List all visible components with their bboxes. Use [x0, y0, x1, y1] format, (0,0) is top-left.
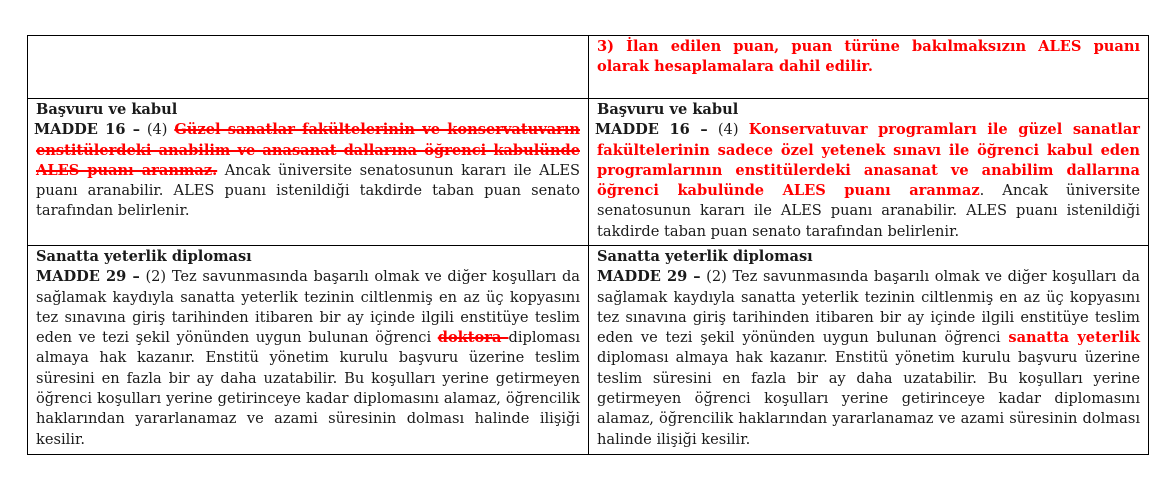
article-label: MADDE 29 – [36, 268, 140, 286]
body-text: Ancak üniversite senatosunun kararı ile ALES puanı aranabilir. ALES puanı istenildiği takdirde taban puan senato tarafından belirlenir. [36, 161, 580, 220]
section-heading: Başvuru ve kabul [36, 101, 178, 118]
cell-new-madde-29 [589, 246, 1149, 455]
section-heading: Başvuru ve kabul [597, 101, 739, 118]
clause-number: (4) [146, 121, 168, 139]
body-text: Tez savunmasında başarılı olmak ve diğer koşulları da sağlamak kaydıyla sanatta yeterlik tezinin ciltlenmiş en az üç kopyasını tez sınavına giriş tarihinden itibaren bir ay içinde ilgili enstitüye teslim eden ve tezi şekil yönünden uygun bulunan öğrenci [597, 268, 1140, 347]
added-text: Konservatuvar programları ile güzel sanatlar fakültelerinin sadece özel yetenek sınavı ile öğrenci kabul eden programlarının enstitülerdeki anasanat ve anabilim dallarına öğrenci kabulünde ALES puanı aranmaz [597, 121, 1140, 200]
article-label: MADDE 29 – [597, 268, 701, 286]
added-text: sanatta yeterlik [1008, 329, 1141, 347]
comparison-table [27, 35, 1149, 455]
section-heading: Sanatta yeterlik diploması [597, 248, 813, 265]
cell-new-note [589, 36, 1149, 99]
table-row [28, 99, 1149, 246]
cell-old-madde-16 [28, 99, 589, 246]
deleted-text: Güzel sanatlar fakültelerinin ve konservatuvarın enstitülerdeki anabilim ve anasanat dallarına öğrenci kabulünde ALES puanı aranmaz. [36, 121, 581, 179]
article-label: MADDE 16 – [595, 121, 708, 139]
section-heading: Sanatta yeterlik diploması [36, 248, 252, 265]
cell-old-madde-29 [28, 246, 589, 455]
added-note: 3) İlan edilen puan, puan türüne bakılmaksızın ALES puanı olarak hesaplamalara dahil edilir. [597, 38, 1140, 76]
table-row [28, 246, 1149, 455]
cell-old-empty [28, 36, 589, 99]
body-text-continued: diploması almaya hak kazanır. Enstitü yönetim kurulu başvuru üzerine teslim süresini en fazla bir ay daha uzatabilir. Bu koşulları yerine getirmeyen öğrenci koşulları yerine getirinceye kadar diplomasını alamaz, öğrencilik haklarından yararlanamaz ve azami süresinin dolması halinde ilişiği kesilir. [36, 329, 580, 448]
body-text: . Ancak üniversite senatosunun kararı ile ALES puanı aranabilir. ALES puanı istenildiği takdirde taban puan senato tarafından belirlenir. [597, 182, 1140, 240]
table-row [28, 36, 1149, 99]
article-label: MADDE 16 – [34, 121, 141, 139]
body-text-continued: diploması almaya hak kazanır. Enstitü yönetim kurulu başvuru üzerine teslim süresini en fazla bir ay daha uzatabilir. Bu koşulları yerine getirmeyen öğrenci koşulları yerine getirinceye kadar diplomasını alamaz, öğrencilik haklarından yararlanamaz ve azami süresinin dolması halinde ilişiği kesilir. [597, 349, 1140, 448]
cell-new-madde-16 [589, 99, 1149, 246]
clause-number: (2) [706, 268, 727, 286]
deleted-text: doktora [437, 329, 509, 347]
clause-number: (4) [717, 121, 739, 139]
clause-number: (2) [145, 268, 167, 286]
body-text: Tez savunmasında başarılı olmak ve diğer koşulları da sağlamak kaydıyla sanatta yeterlik tezinin ciltlenmiş en az üç kopyasını tez sınavına giriş tarihinden itibaren bir ay içinde ilgili enstitüye teslim eden ve tezi şekil yönünden uygun bulunan öğrenci [36, 268, 580, 347]
